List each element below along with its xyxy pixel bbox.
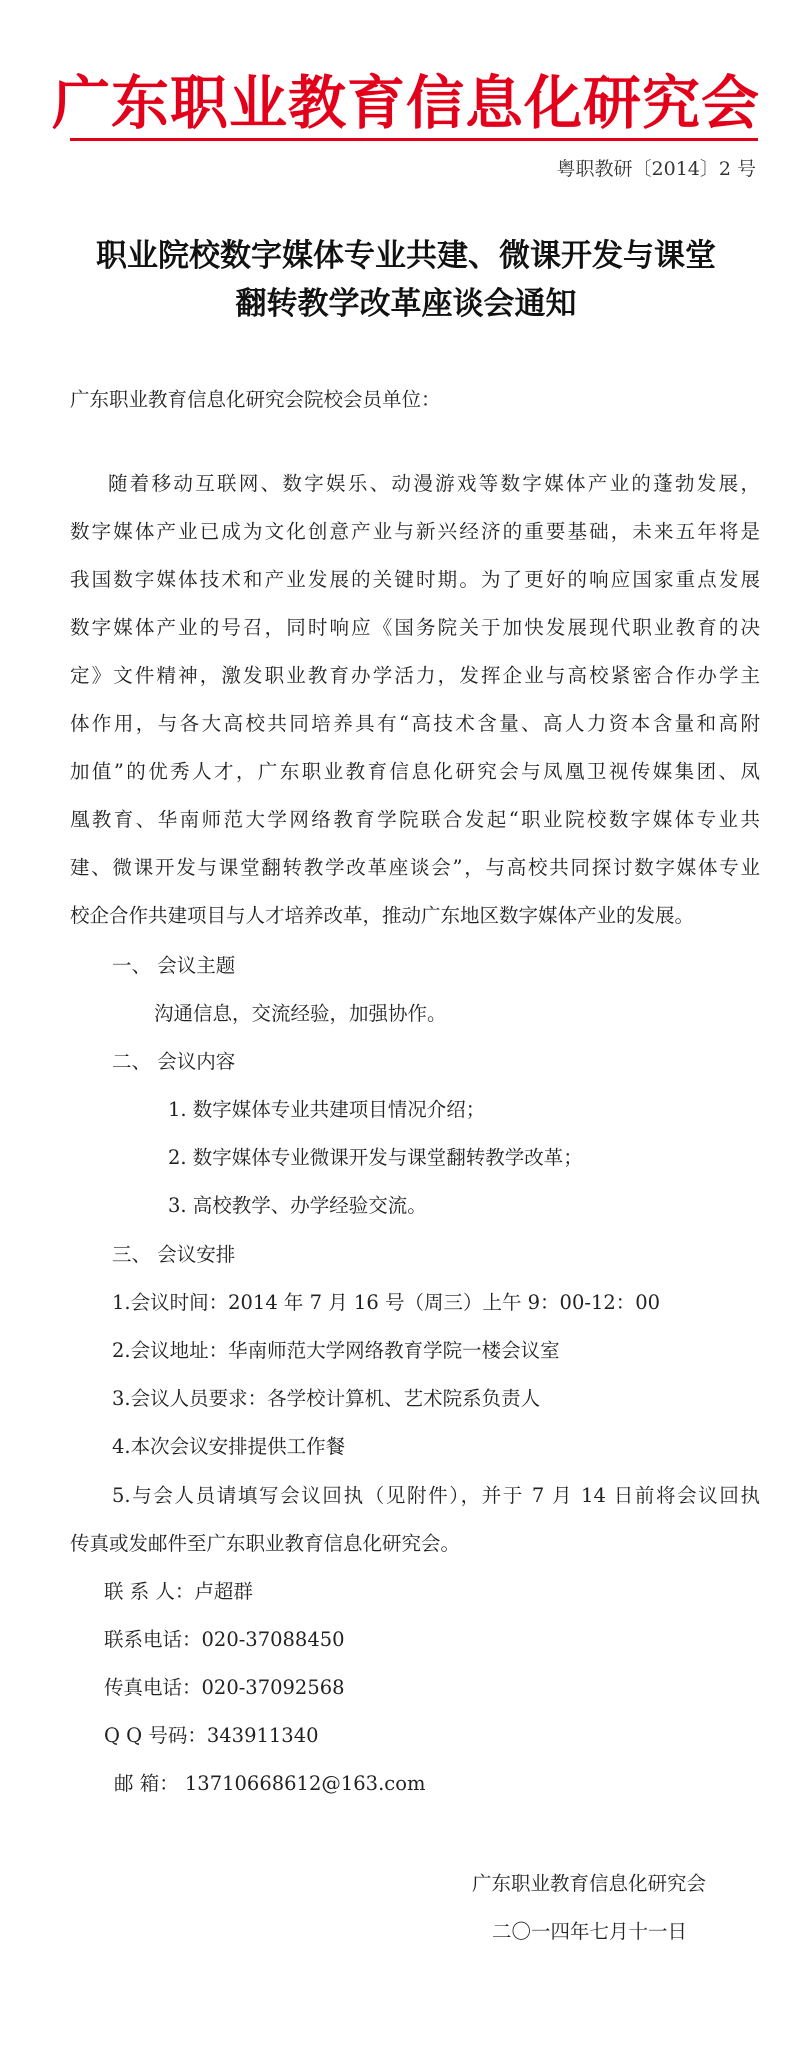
section-1-heading: 一、 会议主题 <box>112 954 236 977</box>
signature-date: 二〇一四年七月十一日 <box>492 1920 688 1943</box>
section-2-item: 2. 数字媒体专业微课开发与课堂翻转教学改革； <box>168 1146 583 1169</box>
contact-phone: 联系电话：020-37088450 <box>104 1628 345 1651</box>
intro-line: 校企合作共建项目与人才培养改革，推动广东地区数字媒体产业的发展。 <box>70 904 695 927</box>
notice-title-line-1: 职业院校数字媒体专业共建、微课开发与课堂 <box>96 238 716 274</box>
section-3-item: 1.会议时间：2014 年 7 月 16 号（周三）上午 9：00-12：00 <box>112 1291 661 1314</box>
section-2-item: 1. 数字媒体专业共建项目情况介绍； <box>168 1098 486 1121</box>
section-3-heading: 三、 会议安排 <box>112 1243 236 1266</box>
section-3-item: 3.会议人员要求：各学校计算机、艺术院系负责人 <box>112 1387 541 1410</box>
contact-qq: Q Q 号码：343911340 <box>104 1724 319 1747</box>
intro-line: 数字媒体产业的号召，同时响应《国务院关于加快发展现代职业教育的决 <box>70 616 760 639</box>
intro-line: 随着移动互联网、数字娱乐、动漫游戏等数字媒体产业的蓬勃发展， <box>108 472 760 495</box>
contact-email: 邮 箱： 13710668612@163.com <box>114 1772 426 1795</box>
salutation: 广东职业教育信息化研究会院校会员单位： <box>70 388 441 411</box>
intro-line: 凰教育、华南师范大学网络教育学院联合发起“职业院校数字媒体专业共 <box>70 808 760 831</box>
signature-org: 广东职业教育信息化研究会 <box>472 1872 707 1895</box>
notice-title-line-2: 翻转教学改革座谈会通知 <box>235 286 577 322</box>
section-2-item: 3. 高校教学、办学经验交流。 <box>168 1194 427 1217</box>
contact-person: 联 系 人：卢超群 <box>104 1580 253 1603</box>
letterhead-red-rule <box>70 138 758 141</box>
intro-line: 数字媒体产业已成为文化创意产业与新兴经济的重要基础，未来五年将是 <box>70 520 760 543</box>
section-3-item: 2.会议地址：华南师范大学网络教育学院一楼会议室 <box>112 1339 560 1362</box>
intro-line: 我国数字媒体技术和产业发展的关键时期。为了更好的响应国家重点发展 <box>70 568 760 591</box>
section-2-heading: 二、 会议内容 <box>112 1050 236 1073</box>
contact-fax: 传真电话：020-37092568 <box>104 1676 345 1699</box>
section-3-item-continuation: 传真或发邮件至广东职业教育信息化研究会。 <box>70 1532 461 1555</box>
intro-line: 体作用，与各大高校共同培养具有“高技术含量、高人力资本含量和高附 <box>70 712 760 735</box>
intro-line: 建、微课开发与课堂翻转教学改革座谈会”，与高校共同探讨数字媒体专业 <box>70 856 760 879</box>
letterhead-org-name: 广东职业教育信息化研究会 <box>51 69 760 137</box>
document-number: 粤职教研〔2014〕2 号 <box>556 158 756 180</box>
intro-line: 加值”的优秀人才，广东职业教育信息化研究会与凤凰卫视传媒集团、凤 <box>70 760 760 783</box>
intro-line: 定》文件精神，激发职业教育办学活力，发挥企业与高校紧密合作办学主 <box>70 664 760 687</box>
section-3-item: 5.与会人员请填写会议回执（见附件），并于 7 月 14 日前将会议回执 <box>112 1484 760 1507</box>
section-1-body: 沟通信息，交流经验，加强协作。 <box>154 1002 447 1025</box>
section-3-item: 4.本次会议安排提供工作餐 <box>112 1435 346 1458</box>
